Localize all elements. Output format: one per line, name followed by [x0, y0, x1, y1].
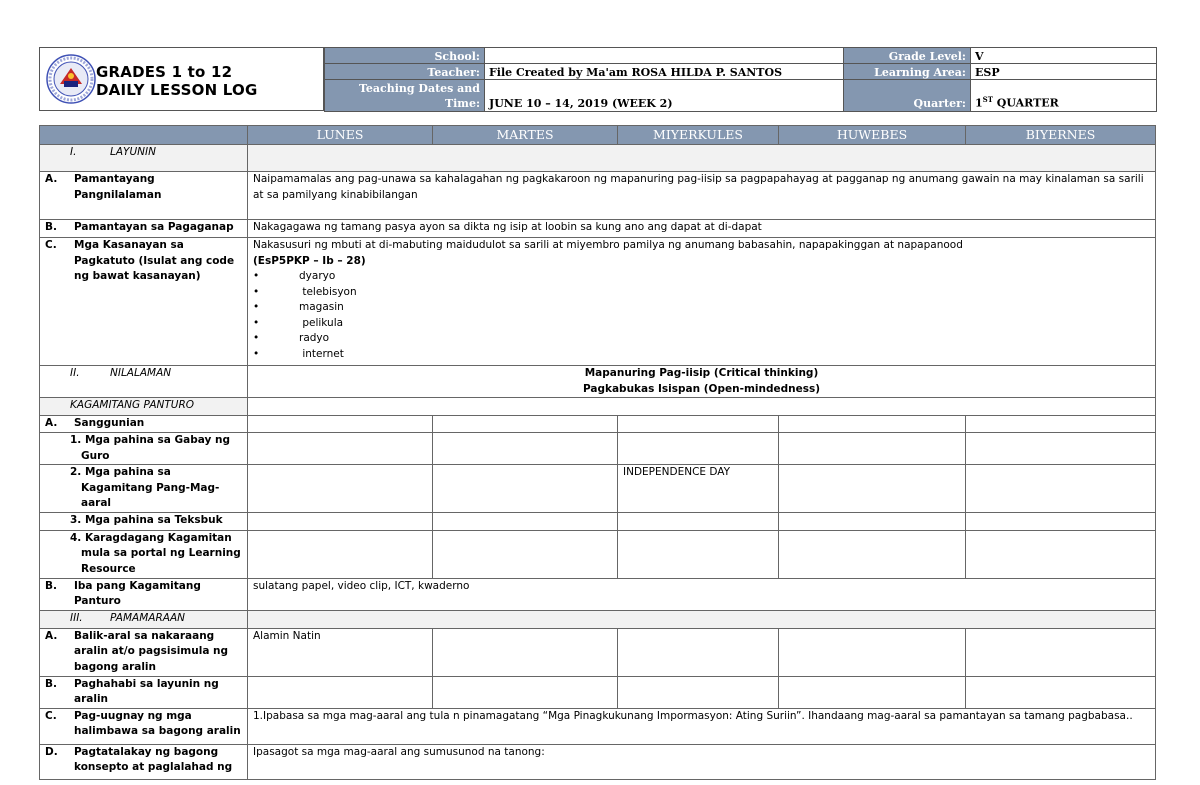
cell-biyernes — [966, 676, 1156, 708]
row-letter: A. — [45, 173, 58, 185]
kasanayan-content — [248, 238, 1156, 366]
cell-miyerkules — [618, 676, 779, 708]
nilalaman-line-1: Mapanuring Pag-iisip (Critical thinking) — [584, 367, 819, 379]
area-value: ESP — [971, 64, 1157, 80]
row-letter: A. — [45, 629, 58, 642]
nilalaman-num: II. — [70, 367, 80, 379]
gabay-row — [40, 433, 1156, 465]
quarter-text: QUARTER — [996, 97, 1059, 110]
cell-miyerkules — [618, 416, 779, 433]
row-label: Mga Kasanayan sa Pagkatuto (Isulat ang code ng bawat kasanayan) — [74, 239, 235, 282]
row-label: Pamantayan sa Pagaganap — [74, 221, 234, 233]
iba-pang-kagamitan-row — [40, 578, 1156, 610]
layunin-content — [248, 145, 1156, 172]
bullet-icon: • — [253, 316, 260, 329]
pag-uugnay-content: 1.Ipabasa sa mga mag-aaral ang tula n pinamagatang “Mga Pinagkukunang Impormasyon: Ating Suriin”. Ihandaang mag-aaral sa pamantayan sa tamang pagbabasa.. — [248, 708, 1156, 744]
cell-lunes — [248, 530, 433, 578]
row-label: Balik-aral sa nakaraang aralin at/o pagsisimula ng bagong aralin — [74, 629, 229, 673]
kasanayan-label-cell — [40, 238, 248, 366]
cell-lunes — [248, 433, 433, 465]
row-label: 2. Mga pahina sa Kagamitang Pang-Mag-aaral — [70, 466, 220, 509]
kagamitan-content — [248, 398, 1156, 416]
paghahabi-label-cell — [40, 676, 248, 708]
pagtatalakay-content: Ipasagot sa mga mag-aaral ang sumusunod na tanong: — [248, 744, 1156, 779]
cell-huwebes — [779, 628, 966, 676]
bullet-text: internet — [299, 347, 344, 360]
cell-miyerkules — [618, 530, 779, 578]
iba-content: sulatang papel, video clip, ICT, kwaderno — [248, 578, 1156, 610]
karagdagang-label-cell — [40, 530, 248, 578]
row-label: Iba pang Kagamitang Panturo — [74, 579, 201, 607]
cell-martes — [433, 676, 618, 708]
cell-biyernes — [966, 433, 1156, 465]
cell-biyernes — [966, 465, 1156, 513]
sanggunian-label-cell — [40, 416, 248, 433]
nilalaman-content — [248, 366, 1156, 398]
row-letter: C. — [45, 239, 57, 251]
row-label: 1. Mga pahina sa Gabay ng Guro — [70, 434, 231, 462]
quarter-sup: ST — [982, 95, 993, 105]
layunin-row — [40, 145, 1156, 172]
nilalaman-line-2: Pagkabukas Isispan (Open-mindedness) — [582, 382, 821, 395]
pagaganap-content: Nakagagawa ng tamang pasya ayon sa dikta ng isip at loobin sa kung ano ang dapat at di-dapat — [248, 220, 1156, 238]
cell-miyerkules — [618, 433, 779, 465]
days-header-row — [40, 126, 1156, 145]
cell-huwebes — [779, 512, 966, 530]
quarter-num: 1 — [975, 97, 983, 110]
layunin-num: I. — [70, 146, 77, 158]
nilalaman-heading — [40, 366, 248, 398]
cell-martes — [433, 433, 618, 465]
karagdagang-kagamitan-row — [40, 530, 1156, 578]
header-info-table — [324, 47, 1157, 112]
teksbuk-row — [40, 512, 1156, 530]
list-item — [253, 285, 1150, 301]
deped-seal-icon — [46, 54, 96, 104]
teacher-value: File Created by Ma'am ROSA HILDA P. SANTOS — [485, 64, 844, 80]
kagamitan-heading: KAGAMITANG PANTURO — [40, 398, 248, 416]
cell-martes — [433, 416, 618, 433]
kagamitang-pang-mag-aaral-row — [40, 465, 1156, 513]
list-item — [253, 347, 1150, 363]
row-letter: A. — [45, 417, 58, 429]
list-item — [253, 269, 1150, 285]
dates-label-2: Time: — [444, 97, 480, 110]
bullet-icon: • — [253, 285, 260, 298]
row-label: Pag-uugnay ng mga halimbawa sa bagong aralin — [74, 709, 241, 737]
kagamitan-row — [40, 398, 1156, 416]
header-brand — [39, 47, 324, 111]
pangnilalaman-content: Naipamamalas ang pag-unawa sa kahalagahan ng pagkakaroon ng mapanuring pag-iisip sa pagpapahayag at pagganap ng anumang gawain na may kinalaman sa sarili at sa pamilyang kinabibilangan — [248, 172, 1156, 220]
lesson-log-table — [39, 125, 1156, 780]
layunin-heading — [40, 145, 248, 172]
cell-lunes — [248, 465, 433, 513]
school-label: School: — [325, 48, 485, 64]
pamamaraan-content — [248, 610, 1156, 628]
row-kasanayan — [40, 238, 1156, 366]
pagtatalakay-row — [40, 744, 1156, 779]
cell-huwebes — [779, 465, 966, 513]
cell-martes — [433, 465, 618, 513]
bullet-text: dyaryo — [299, 270, 336, 282]
cell-huwebes — [779, 416, 966, 433]
bullet-text: magasin — [299, 301, 344, 313]
cell-lunes — [248, 676, 433, 708]
row-label: Paghahabi sa layunin ng aralin — [74, 677, 219, 705]
area-label: Learning Area: — [844, 64, 971, 80]
cell-huwebes — [779, 676, 966, 708]
kasanayan-text: Nakasusuri ng mbuti at di-mabuting maidudulot sa sarili at miyembro pamilya ng anumang babasahin, napapakinggan at napapanood — [253, 239, 963, 251]
row-label: Pagtatalakay ng bagong konsepto at paglalahad ng — [74, 745, 233, 773]
row-letter: B. — [45, 579, 57, 592]
grade-label: Grade Level: — [844, 48, 971, 64]
cell-miyerkules — [618, 512, 779, 530]
pangnilalaman-label-cell — [40, 172, 248, 220]
iba-label-cell — [40, 578, 248, 610]
teksbuk-label-cell — [40, 512, 248, 530]
day-lunes: LUNES — [248, 126, 433, 145]
row-letter: D. — [45, 745, 58, 758]
cell-martes — [433, 512, 618, 530]
bullet-text: telebisyon — [299, 285, 357, 298]
cell-biyernes — [966, 530, 1156, 578]
dates-label — [325, 80, 485, 112]
bullet-text: radyo — [299, 332, 330, 344]
dates-label-1: Teaching Dates and — [358, 82, 480, 95]
row-letter: B. — [45, 221, 57, 233]
list-item — [253, 300, 1150, 316]
day-martes: MARTES — [433, 126, 618, 145]
brand-line-1: GRADES 1 to 12 — [96, 63, 233, 81]
row-label: Pamantayang Pangnilalaman — [74, 173, 162, 201]
quarter-label: Quarter: — [844, 80, 971, 112]
row-pamantayang-pangnilalaman — [40, 172, 1156, 220]
cell-lunes — [248, 416, 433, 433]
row-label: 4. Karagdagang Kagamitan mula sa portal ng Learning Resource — [70, 531, 241, 575]
balik-aral-label-cell — [40, 628, 248, 676]
day-biyernes: BIYERNES — [966, 126, 1156, 145]
day-miyerkules: MIYERKULES — [618, 126, 779, 145]
cell-huwebes — [779, 433, 966, 465]
pag-uugnay-label-cell — [40, 708, 248, 744]
holiday-label: INDEPENDENCE DAY — [618, 465, 779, 513]
cell-biyernes — [966, 628, 1156, 676]
list-item — [253, 316, 1150, 332]
kasanayan-code: (EsP5PKP – Ib – 28) — [253, 254, 366, 267]
row-letter: B. — [45, 677, 57, 690]
bullet-icon: • — [253, 332, 260, 344]
cell-lunes — [248, 512, 433, 530]
balik-aral-row — [40, 628, 1156, 676]
list-item — [253, 331, 1150, 347]
cell-martes — [433, 530, 618, 578]
row-letter: C. — [45, 709, 57, 722]
pag-uugnay-row — [40, 708, 1156, 744]
bullet-icon: • — [253, 301, 260, 313]
pamamaraan-num: III. — [70, 611, 83, 624]
day-huwebes: HUWEBES — [779, 126, 966, 145]
pagtatalakay-label-cell — [40, 744, 248, 779]
balik-aral-lunes: Alamin Natin — [248, 628, 433, 676]
teacher-label: Teacher: — [325, 64, 485, 80]
bullet-icon: • — [253, 347, 260, 360]
dates-value: JUNE 10 – 14, 2019 (WEEK 2) — [485, 80, 844, 112]
row-label: 3. Mga pahina sa Teksbuk — [70, 513, 223, 526]
bullet-text: pelikula — [299, 316, 344, 329]
kagamitang-label-cell — [40, 465, 248, 513]
row-label: Sanggunian — [74, 417, 145, 429]
brand-line-2: DAILY LESSON LOG — [96, 81, 258, 99]
cell-huwebes — [779, 530, 966, 578]
nilalaman-label: NILALAMAN — [110, 367, 172, 379]
cell-biyernes — [966, 512, 1156, 530]
gabay-label-cell — [40, 433, 248, 465]
row-pamantayan-pagaganap — [40, 220, 1156, 238]
cell-biyernes — [966, 416, 1156, 433]
pamamaraan-label: PAMAMARAAN — [110, 611, 185, 624]
pagaganap-label-cell — [40, 220, 248, 238]
cell-martes — [433, 628, 618, 676]
paghahabi-row — [40, 676, 1156, 708]
quarter-value — [971, 80, 1157, 112]
nilalaman-row — [40, 366, 1156, 398]
pamamaraan-row — [40, 610, 1156, 628]
layunin-label: LAYUNIN — [110, 146, 156, 158]
pamamaraan-heading — [40, 610, 248, 628]
cell-miyerkules — [618, 628, 779, 676]
days-corner — [40, 126, 248, 145]
bullet-icon: • — [253, 270, 260, 282]
grade-value: V — [971, 48, 1157, 64]
school-value — [485, 48, 844, 64]
sanggunian-row — [40, 416, 1156, 433]
